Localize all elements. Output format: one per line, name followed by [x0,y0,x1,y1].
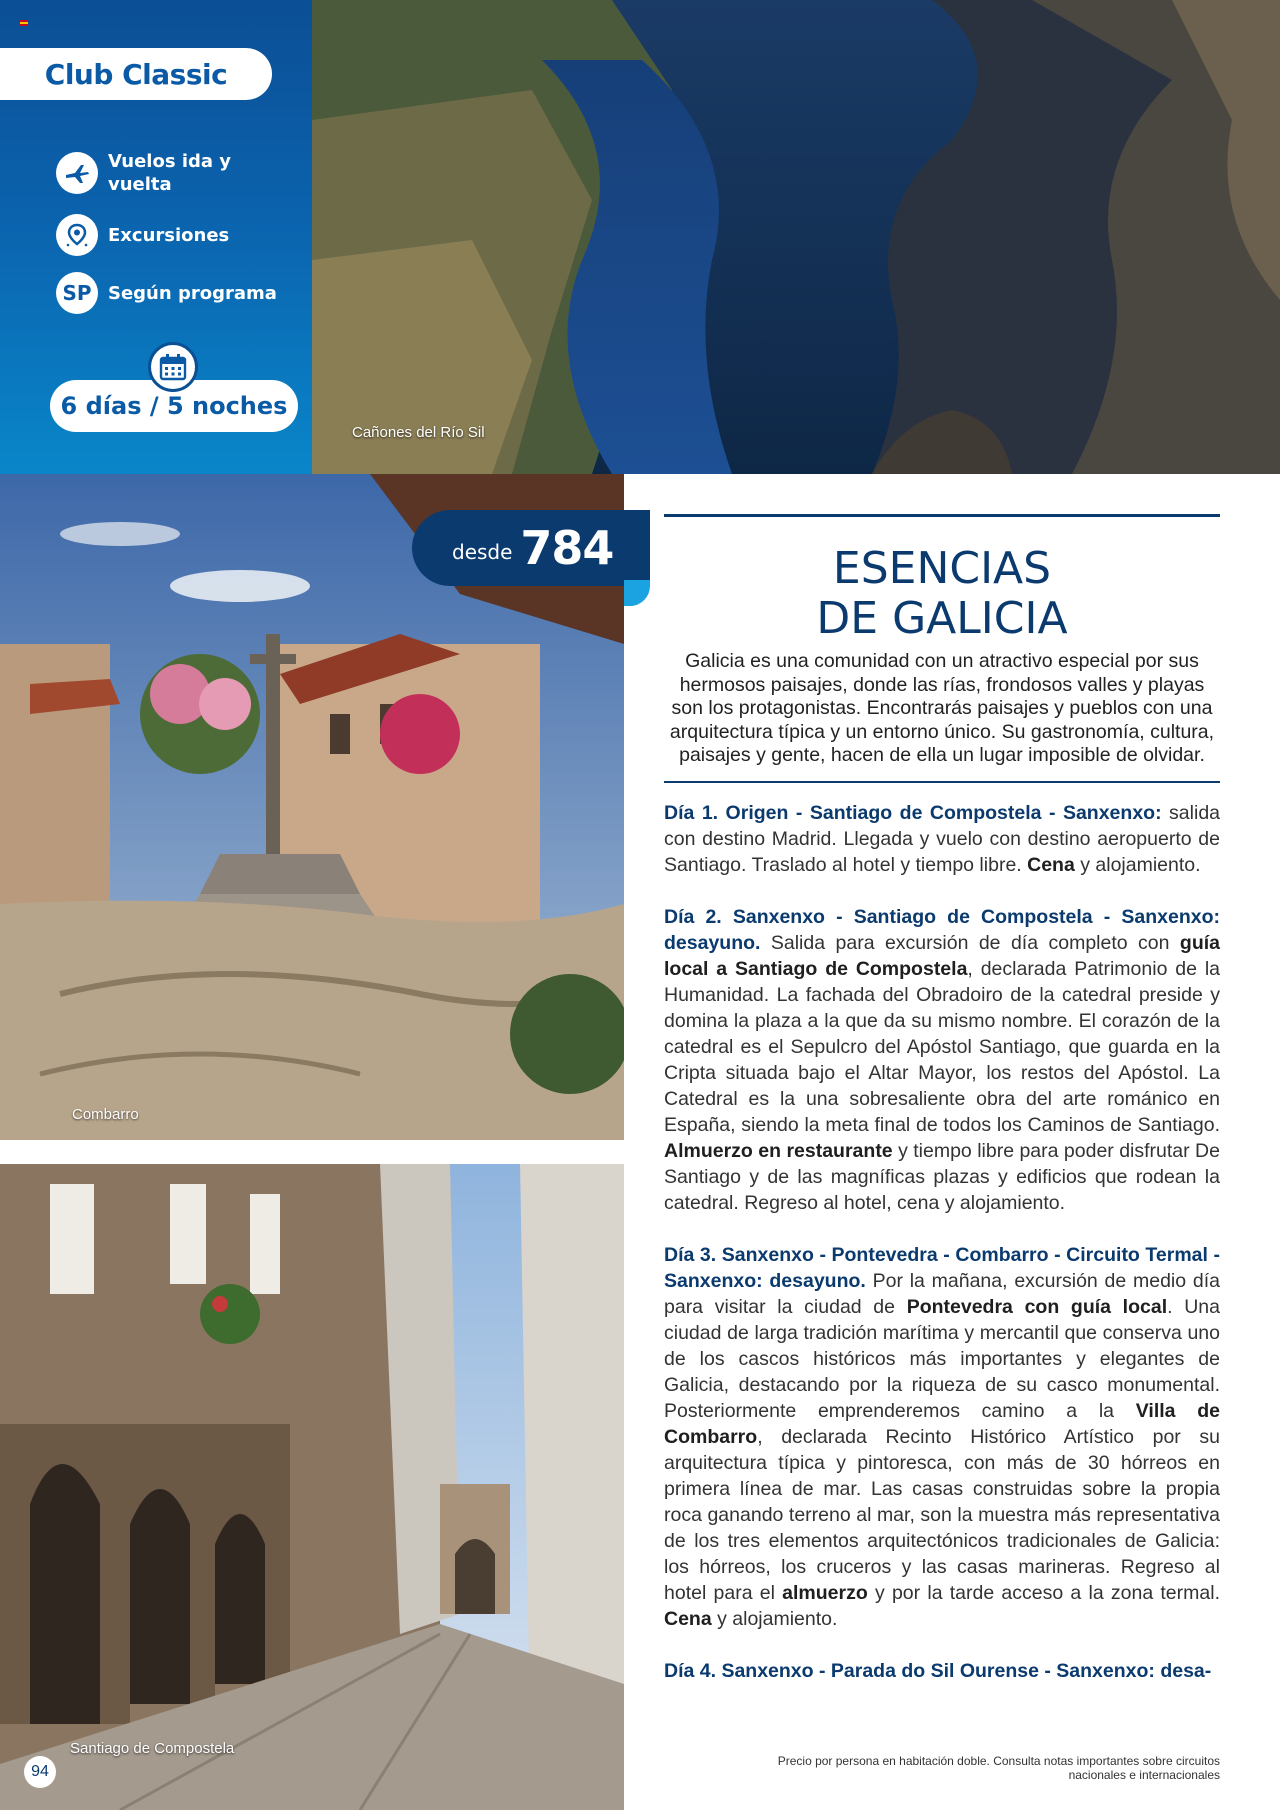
price-from-label: desde [452,540,513,564]
calendar-icon [148,342,198,392]
photo-canyon-rio-sil [312,0,1280,474]
itinerary-highlight: Pontevedra con guía local [906,1296,1168,1318]
sidebar-panel [0,0,312,474]
flag-icon [20,20,28,26]
itinerary-text: y alojamiento. [1074,854,1201,876]
photo-caption-combarro: Combarro [72,1106,139,1123]
feature-excursions [56,214,298,256]
feature-label: Según programa [108,282,277,304]
price-tag [412,510,650,586]
feature-label: Vuelos ida y vuelta [108,151,232,195]
title-divider-top [664,514,1220,517]
plane-icon [56,152,98,194]
itinerary-highlight: Almuerzo en restaurante [664,1140,893,1162]
duration-label: 6 días / 5 noches [50,380,298,432]
itinerary-highlight: guía local a Santiago de Compostela [664,932,1220,980]
itinerary-text: Salida para excursión de día completo con [760,932,1180,954]
itinerary-day-1 [664,800,1220,878]
itinerary-highlight: Villa de Combarro [664,1400,1220,1448]
itinerary-text: y alojamiento. [711,1608,838,1630]
itinerary-day-heading: Día 3. Sanxenxo - Pontevedra - Combarro - Circuito Termal - Sanxenxo: desayuno. [664,1244,1220,1292]
itinerary-text: y tiempo libre para poder disfrutar De Santiago y de las magníficas plazas y edificios que rodean la catedral. Regreso al hotel, cena y alojamiento. [664,1140,1220,1214]
itinerary-text: , declarada Patrimonio de la Humanidad. La fachada del Obradoiro de la catedral preside y domina la plaza a la que da su mismo nombre. El corazón de la catedral es el Sepulcro del Apóstol Santiago, que guarda en la Cripta situada bajo el Altar Mayor, los restos del Apóstol. La Catedral es la una sobresaliente obra del arte románico en España, siendo la meta final de todos los Caminos de Santiago. [664,958,1220,1136]
club-classic-label: Club Classic [0,48,272,100]
itinerary-highlight: Cena [664,1608,712,1630]
itinerary-day-2 [664,904,1220,1216]
itinerary-day-heading: Día 1. Origen - Santiago de Compostela - Sanxenxo: [664,802,1162,824]
title-line-1: ESENCIAS [832,543,1052,594]
itinerary-day-heading: Día 2. Sanxenxo - Santiago de Compostela - Sanxenxo: desayuno. [664,906,1220,954]
price-footnote: Precio por persona en habitación doble. Consulta notas importantes sobre circuitos nacionales e internacionales [777,1754,1220,1782]
itinerary-text: salida con destino Madrid. Llegada y vuelo con destino aeropuerto de Santiago. Traslado al hotel y tiempo libre. [664,802,1221,876]
intro-divider [664,781,1220,783]
photo-caption-santiago: Santiago de Compostela [70,1740,235,1757]
itinerary-highlight: almuerzo [782,1582,868,1604]
feature-program [56,272,298,314]
sp-badge-icon: SP [56,272,98,314]
itinerary-text: . Una ciudad de larga tradición marítima y mercantil que conserva uno de los cascos históricos más importantes y elegantes de Galicia, destacando por la riqueza de su casco monumental. Posteriormente emprenderemos camino a la [664,1296,1220,1422]
photo-santiago-de-compostela [0,1164,624,1810]
feature-label: Excursiones [108,224,230,246]
itinerary-text: , declarada Recinto Histórico Artístico por su arquitectura típica y pintoresca, con más de 30 hórreos en primera línea de mar. Las casas construidas sobre la propia roca ganando terreno al mar, son la muestra más representativa de los tres elementos arquitectónicos tradicionales de Galicia: los hórreos, los cruceros y las casas marineras. Regreso al hotel para el [664,1426,1220,1604]
itinerary-highlight: Cena [1027,854,1075,876]
map-pin-icon [56,214,98,256]
itinerary-day-heading: Día 4. Sanxenxo - Parada do Sil Ourense - Sanxenxo: desa- [664,1660,1212,1682]
itinerary [664,800,1220,1710]
page-number: 94 [24,1756,56,1788]
page-title [664,544,1220,644]
price-value: 784 [520,521,614,575]
photo-caption-canyon: Cañones del Río Sil [352,424,485,441]
feature-flights [56,150,238,196]
itinerary-text: Por la mañana, excursión de medio día para visitar la ciudad de [664,1270,1220,1318]
itinerary-day-3 [664,1242,1220,1632]
intro-paragraph: Galicia es una comunidad con un atractivo especial por sus hermosos paisajes, donde las rías, frondosos valles y playas son los protagonistas. Encontrarás paisajes y pueblos con una arquitectura típica y un entorno único. Su gastronomía, cultura, paisajes y gente, hacen de ella un lugar imposible de olvidar. [669,650,1215,767]
itinerary-day-4 [664,1658,1220,1684]
itinerary-text: y por la tarde acceso a la zona termal. [867,1582,1220,1604]
title-line-2: DE GALICIA [816,593,1068,644]
